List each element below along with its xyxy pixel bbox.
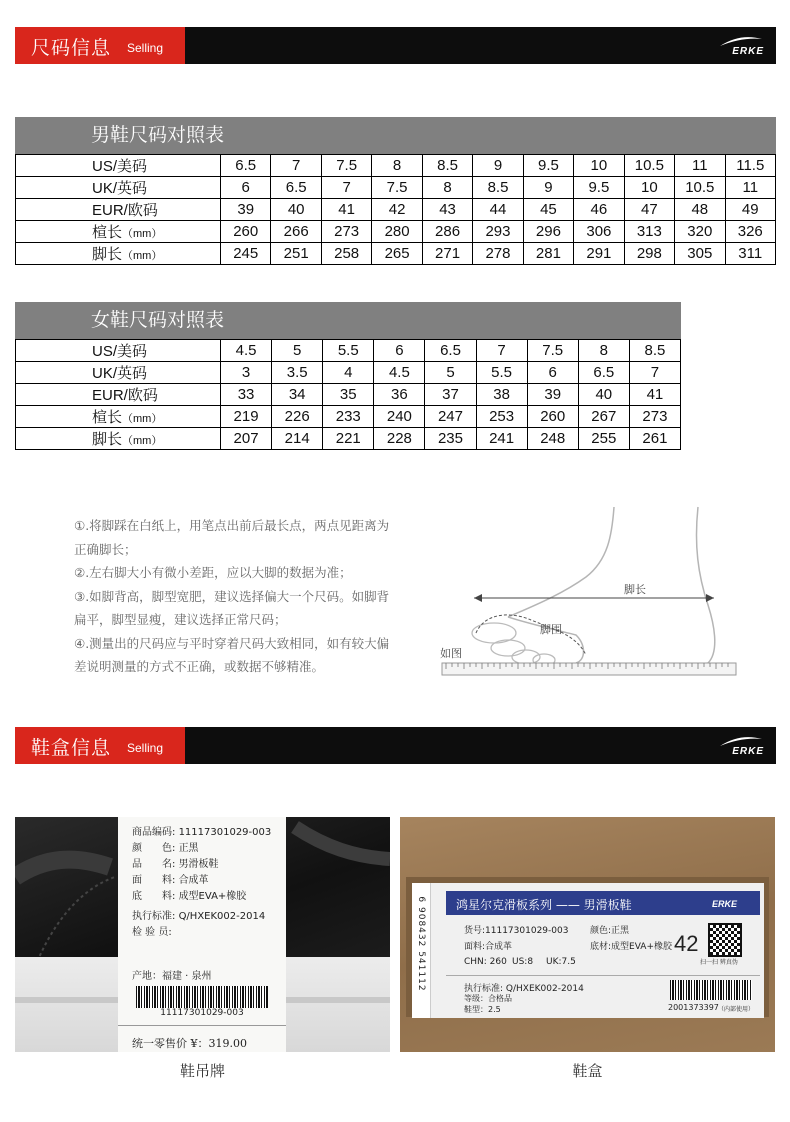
size-cell: 291 — [574, 243, 624, 265]
size-cell: 6.5 — [271, 177, 321, 199]
size-system-label: 脚长 — [92, 246, 123, 263]
size-cell: 240 — [374, 406, 425, 428]
size-cell: 46 — [574, 199, 624, 221]
instruction-line: ③.如脚背高，脚型宽肥，建议选择偏大一个尺码。如脚背 — [74, 588, 390, 604]
size-cell: 7.5 — [321, 155, 371, 177]
name-value: 男滑板鞋 — [178, 859, 219, 870]
color-value: 正黑 — [178, 843, 199, 854]
size-cell: 8 — [422, 177, 472, 199]
box-uk-size: UK:7.5 — [546, 957, 576, 967]
size-cell: 7.5 — [527, 340, 578, 362]
size-unit-label: （mm） — [122, 250, 163, 262]
size-cell: 293 — [473, 221, 523, 243]
size-cell: 49 — [725, 199, 775, 221]
size-cell: 9.5 — [574, 177, 624, 199]
size-cell: 6.5 — [578, 362, 629, 384]
size-cell: 4.5 — [374, 362, 425, 384]
price-value: ¥：319.00 — [190, 1037, 247, 1050]
women-table-title: 女鞋尺码对照表 — [15, 302, 681, 339]
hang-tag-photo — [15, 817, 390, 1052]
size-cell: 5 — [425, 362, 476, 384]
box-grade: 等级：合格品 — [464, 994, 512, 1003]
size-cell: 41 — [321, 199, 371, 221]
size-cell: 4.5 — [221, 340, 272, 362]
size-cell: 35 — [323, 384, 374, 406]
box-brand: ERKE — [712, 899, 738, 909]
brand-name: ERKE — [732, 746, 764, 757]
size-cell: 9 — [473, 155, 523, 177]
box-label — [412, 883, 764, 1018]
size-cell: 7 — [321, 177, 371, 199]
section-subtitle: Selling — [127, 41, 164, 55]
size-cell: 5.5 — [323, 340, 374, 362]
size-row-label — [16, 221, 221, 243]
box-size: 42 — [674, 931, 699, 956]
size-system-label: EUR/欧码 — [92, 387, 158, 404]
size-row — [16, 384, 681, 406]
size-cell: 10.5 — [675, 177, 725, 199]
size-row-label — [16, 362, 221, 384]
size-cell: 260 — [221, 221, 271, 243]
vertical-barcode-number: 6 908432 541112 — [416, 896, 426, 992]
item-no-label: 商品编码: — [132, 827, 176, 838]
size-cell: 320 — [675, 221, 725, 243]
size-row — [16, 362, 681, 384]
size-cell: 4 — [323, 362, 374, 384]
box-shoe-type: 鞋型：2.5 — [464, 1005, 501, 1014]
size-cell: 8 — [372, 155, 422, 177]
instruction-line: 差说明测量的方式不正确，或数据不够精准。 — [74, 659, 325, 674]
size-row-label — [16, 199, 221, 221]
size-cell: 226 — [272, 406, 323, 428]
box-item-no: 货号:11117301029-003 — [464, 926, 569, 936]
size-row-label — [16, 243, 221, 265]
size-cell: 253 — [476, 406, 527, 428]
hang-tag — [118, 817, 286, 1052]
size-cell: 266 — [271, 221, 321, 243]
size-row — [16, 243, 776, 265]
sole-label: 底 料: — [132, 891, 176, 902]
box-us-size: US:8 — [512, 957, 534, 967]
size-unit-label: （mm） — [122, 228, 163, 240]
instruction-line: ④.测量出的尺码应与平时穿着尺码大致相同，如有较大偏 — [74, 635, 390, 651]
size-cell: 228 — [374, 428, 425, 450]
box-barcode — [670, 980, 752, 1000]
size-cell: 9.5 — [523, 155, 573, 177]
size-cell: 9 — [523, 177, 573, 199]
size-row — [16, 155, 776, 177]
size-cell: 311 — [725, 243, 775, 265]
size-cell: 47 — [624, 199, 674, 221]
size-cell: 7 — [629, 362, 680, 384]
size-cell: 41 — [629, 384, 680, 406]
size-cell: 11.5 — [725, 155, 775, 177]
color-label: 颜 色: — [132, 843, 176, 854]
tag-barcode-number: 11117301029-003 — [160, 1008, 244, 1018]
size-cell: 6 — [374, 340, 425, 362]
size-cell: 251 — [271, 243, 321, 265]
size-system-label: UK/英码 — [92, 180, 148, 197]
size-cell: 5.5 — [476, 362, 527, 384]
size-unit-label: （mm） — [122, 435, 163, 447]
box-barcode-number: 2001373397 — [668, 1003, 719, 1012]
size-cell: 207 — [221, 428, 272, 450]
size-cell: 271 — [422, 243, 472, 265]
scan-verify-text: 扫一扫 辨真伪 — [700, 959, 738, 966]
size-system-label: 脚长 — [92, 431, 123, 448]
size-row — [16, 428, 681, 450]
size-row — [16, 177, 776, 199]
box-info-header — [15, 727, 776, 764]
standard-value: Q/HXEK002-2014 — [178, 911, 266, 922]
size-cell: 44 — [473, 199, 523, 221]
instruction-line: 正确脚长； — [74, 541, 137, 557]
series-title: 鸿星尔克滑板系列 —— 男滑板鞋 — [456, 898, 632, 912]
size-cell: 313 — [624, 221, 674, 243]
size-cell: 273 — [629, 406, 680, 428]
size-cell: 3.5 — [272, 362, 323, 384]
size-cell: 296 — [523, 221, 573, 243]
shoe-box-photo — [400, 817, 775, 1052]
instruction-line: ②.左右脚大小有微小差距，应以大脚的数据为准； — [74, 565, 352, 580]
erke-logo — [716, 35, 764, 57]
size-cell: 247 — [425, 406, 476, 428]
size-cell: 8.5 — [473, 177, 523, 199]
size-cell: 281 — [523, 243, 573, 265]
size-cell: 10 — [574, 155, 624, 177]
size-cell: 6.5 — [221, 155, 271, 177]
size-system-label: US/美码 — [92, 343, 148, 360]
size-system-label: UK/英码 — [92, 365, 148, 382]
qr-code-icon — [708, 923, 742, 957]
name-label: 品 名: — [132, 859, 176, 870]
men-table-title: 男鞋尺码对照表 — [15, 117, 776, 154]
size-cell: 245 — [221, 243, 271, 265]
size-cell: 241 — [476, 428, 527, 450]
size-row-label — [16, 177, 221, 199]
size-cell: 11 — [725, 177, 775, 199]
size-cell: 37 — [425, 384, 476, 406]
size-system-label: US/美码 — [92, 158, 148, 175]
size-system-label: 楦长 — [92, 224, 123, 241]
size-cell: 39 — [527, 384, 578, 406]
size-cell: 10 — [624, 177, 674, 199]
box-upper: 面料:合成革 — [464, 942, 513, 952]
size-system-label: 楦长 — [92, 409, 123, 426]
size-cell: 43 — [422, 199, 472, 221]
size-cell: 34 — [272, 384, 323, 406]
women-size-grid — [15, 339, 681, 450]
size-cell: 235 — [425, 428, 476, 450]
section-title: 尺码信息 — [31, 37, 112, 59]
size-cell: 48 — [675, 199, 725, 221]
price-label: 统一零售价 — [132, 1037, 187, 1050]
size-cell: 33 — [221, 384, 272, 406]
size-cell: 261 — [629, 428, 680, 450]
size-cell: 42 — [372, 199, 422, 221]
size-cell: 278 — [473, 243, 523, 265]
size-row — [16, 199, 776, 221]
foot-outline-icon — [436, 505, 742, 680]
instruction-line: ①.将脚踩在白纸上，用笔点出前后最长点，两点见距离为 — [74, 518, 390, 533]
size-cell: 7 — [271, 155, 321, 177]
box-standard: 执行标准: Q/HXEK002-2014 — [464, 984, 584, 994]
size-row-label — [16, 340, 221, 362]
section-subtitle: Selling — [127, 741, 164, 755]
hang-tag-caption: 鞋吊牌 — [179, 1062, 225, 1080]
foot-length-label: 脚长 — [624, 583, 646, 596]
size-cell: 280 — [372, 221, 422, 243]
size-row — [16, 221, 776, 243]
size-system-label: EUR/欧码 — [92, 202, 158, 219]
size-row-label — [16, 428, 221, 450]
size-cell: 40 — [578, 384, 629, 406]
size-cell: 39 — [221, 199, 271, 221]
men-size-grid — [15, 154, 776, 265]
size-cell: 7.5 — [372, 177, 422, 199]
size-cell: 255 — [578, 428, 629, 450]
origin-text: 产地：福建 · 泉州 — [132, 971, 212, 982]
erke-logo — [716, 735, 764, 757]
size-cell: 36 — [374, 384, 425, 406]
item-no-value: 11117301029-003 — [178, 827, 272, 838]
standard-label: 执行标准: — [132, 911, 176, 922]
size-cell: 326 — [725, 221, 775, 243]
size-cell: 7 — [476, 340, 527, 362]
size-cell: 267 — [578, 406, 629, 428]
size-cell: 5 — [272, 340, 323, 362]
size-cell: 306 — [574, 221, 624, 243]
size-row-label — [16, 384, 221, 406]
size-cell: 10.5 — [624, 155, 674, 177]
size-cell: 11 — [675, 155, 725, 177]
size-cell: 45 — [523, 199, 573, 221]
size-cell: 260 — [527, 406, 578, 428]
brand-name: ERKE — [732, 46, 764, 57]
size-cell: 6.5 — [425, 340, 476, 362]
sole-value: 成型EVA+橡胶 — [178, 891, 247, 902]
size-row-label — [16, 406, 221, 428]
box-sole: 底材:成型EVA+橡胶 — [590, 942, 672, 952]
size-unit-label: （mm） — [122, 413, 163, 425]
size-cell: 265 — [372, 243, 422, 265]
instruction-line: 扁平，脚型显瘦，建议选择正常尺码； — [74, 612, 287, 627]
tag-barcode — [136, 986, 268, 1008]
size-cell: 273 — [321, 221, 371, 243]
inspector-label: 检 验 员: — [132, 927, 172, 938]
size-cell: 8.5 — [629, 340, 680, 362]
box-internal-use: （内部使用） — [718, 1006, 755, 1013]
size-row — [16, 340, 681, 362]
size-cell: 233 — [323, 406, 374, 428]
size-cell: 221 — [323, 428, 374, 450]
size-cell: 286 — [422, 221, 472, 243]
men-size-table — [15, 117, 776, 265]
section-title: 鞋盒信息 — [31, 737, 112, 759]
shoe-box-caption: 鞋盒 — [572, 1062, 603, 1080]
size-cell: 3 — [221, 362, 272, 384]
box-color: 颜色:正黑 — [590, 926, 630, 936]
size-cell: 38 — [476, 384, 527, 406]
women-size-table — [15, 302, 681, 450]
box-chn-size: CHN: 260 — [464, 957, 507, 967]
size-cell: 214 — [272, 428, 323, 450]
size-cell: 8 — [578, 340, 629, 362]
measurement-instructions — [74, 514, 424, 679]
size-cell: 248 — [527, 428, 578, 450]
as-shown-label: 如图 — [440, 647, 462, 660]
foot-diagram — [436, 505, 742, 680]
upper-label: 面 料: — [132, 875, 176, 886]
size-cell: 298 — [624, 243, 674, 265]
size-cell: 8.5 — [422, 155, 472, 177]
size-row — [16, 406, 681, 428]
size-cell: 6 — [221, 177, 271, 199]
size-cell: 40 — [271, 199, 321, 221]
foot-circumference-label: 脚围 — [540, 623, 562, 636]
size-cell: 258 — [321, 243, 371, 265]
size-info-header — [15, 27, 776, 64]
size-row-label — [16, 155, 221, 177]
size-cell: 305 — [675, 243, 725, 265]
size-cell: 219 — [221, 406, 272, 428]
upper-value: 合成革 — [178, 875, 209, 886]
size-cell: 6 — [527, 362, 578, 384]
